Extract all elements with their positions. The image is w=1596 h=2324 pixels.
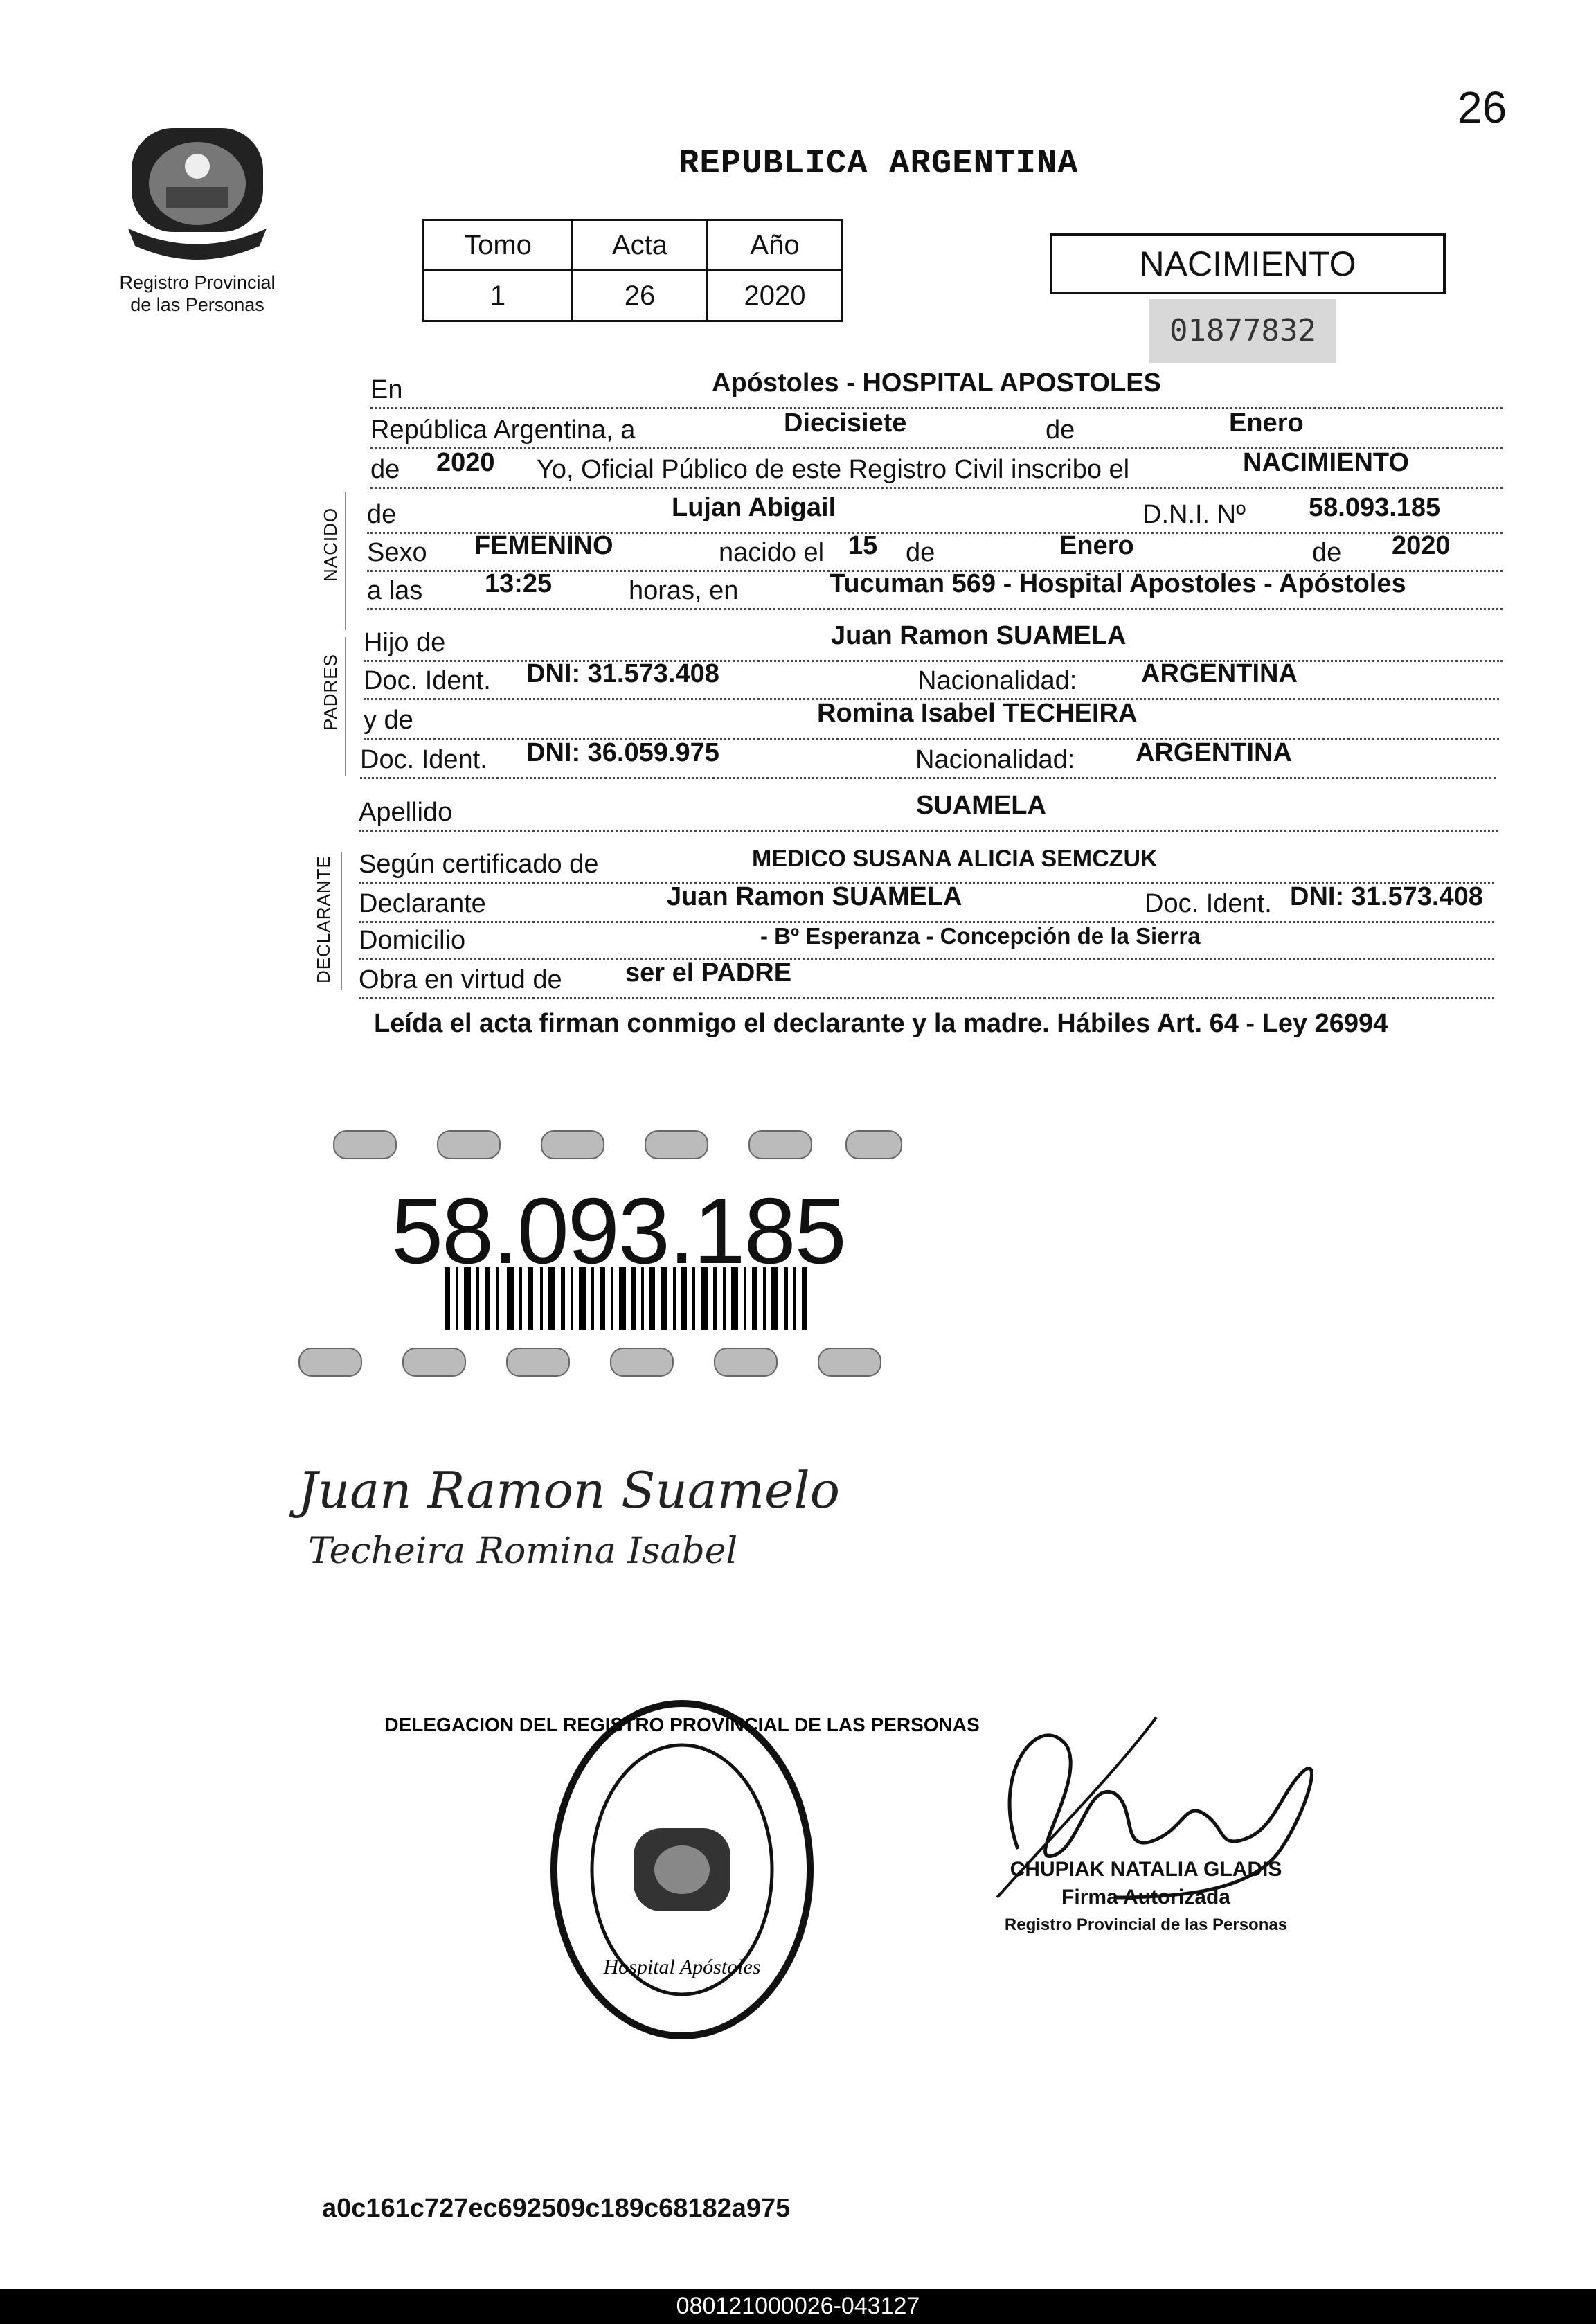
officer-text: Yo, Oficial Público de este Registro Civil inscribo el [537, 455, 1130, 484]
alas-label: a las [367, 576, 423, 605]
birth-year: 2020 [1392, 531, 1451, 560]
de3-label: de [906, 538, 935, 567]
line-mother-doc [360, 738, 1496, 779]
tomo-header: Tomo [424, 220, 573, 271]
registry-seal [384, 1697, 980, 2043]
decl-value: Juan Ramon SUAMELA [667, 882, 962, 911]
dom-value: - Bº Esperanza - Concepción de la Sierra [760, 923, 1201, 949]
line-apellido [359, 791, 1498, 832]
line-obra [359, 958, 1494, 999]
father-doc-label: Doc. Ident. [364, 666, 491, 695]
mother-value: Romina Isabel TECHEIRA [817, 699, 1138, 728]
mother-doc-label: Doc. Ident. [360, 745, 487, 774]
footer-code-bar: 080121000026-043127 [0, 2289, 1596, 2324]
registry-caption-line1: Registro Provincial [119, 272, 276, 293]
official-stamp [973, 1856, 1319, 1939]
yde-label: y de [364, 706, 413, 735]
mother-nat-label: Nacionalidad: [915, 745, 1075, 774]
father-nat-value: ARGENTINA [1141, 659, 1298, 688]
hijo-label: Hijo de [364, 628, 446, 657]
padres-divider [345, 637, 346, 776]
acta-header: Acta [573, 220, 708, 271]
father-value: Juan Ramon SUAMELA [831, 621, 1127, 650]
registry-caption-line2: de las Personas [130, 294, 264, 315]
time-value: 13:25 [485, 569, 553, 598]
republica-label: República Argentina, a [370, 415, 636, 445]
acta-value: 26 [573, 271, 708, 321]
apellido-value: SUAMELA [916, 791, 1046, 820]
en-label: En [370, 375, 403, 404]
line-certificado [359, 848, 1494, 884]
official-role: Firma Autorizada [1061, 1886, 1230, 1909]
official-name: CHUPIAK NATALIA GLADIS [1010, 1858, 1282, 1881]
father-doc-value: DNI: 31.573.408 [526, 659, 719, 688]
official-office: Registro Provincial de las Personas [1004, 1915, 1288, 1934]
line-name [367, 493, 1503, 534]
dni-value: 58.093.185 [1309, 493, 1441, 522]
closing-statement: Leída el acta firman conmigo el declarante y la madre. Hábiles Art. 64 - Ley 26994 [374, 1009, 1388, 1038]
obra-label: Obra en virtud de [359, 965, 562, 994]
place-value: Tucuman 569 - Hospital Apostoles - Apóstoles [830, 569, 1406, 598]
month-value: Enero [1229, 409, 1304, 438]
nacido-label: nacido el [719, 538, 825, 567]
document-hash: a0c161c727ec692509c189c68182a975 [322, 2194, 791, 2223]
decl-doc-label: Doc. Ident. [1145, 889, 1272, 918]
side-label-declarante: DECLARANTE [313, 855, 334, 983]
line-father-doc [364, 659, 1499, 700]
de4-label: de [1312, 538, 1342, 567]
seal-ring-text: DELEGACION DEL REGISTRO PROVINCIAL DE LAS PERSONAS [384, 1714, 980, 1735]
dom-label: Domicilio [359, 926, 466, 955]
mother-doc-value: DNI: 36.059.975 [526, 738, 719, 767]
seal-center-text: Hospital Apóstoles [603, 1956, 761, 1978]
line-mother [364, 699, 1499, 740]
country-title: REPUBLICA ARGENTINA [679, 144, 1079, 183]
name-value: Lujan Abigail [672, 493, 836, 522]
event-value: NACIMIENTO [1243, 448, 1409, 477]
en-value: Apóstoles - HOSPITAL APOSTOLES [712, 368, 1161, 397]
anio-header: Año [708, 220, 843, 271]
line-officer [370, 448, 1503, 489]
nacido-divider [345, 492, 346, 630]
de-label: de [1046, 415, 1075, 445]
line-hijo [364, 621, 1503, 662]
side-label-padres: PADRES [320, 654, 341, 731]
father-signature: Juan Ramon Suamelo [298, 1461, 840, 1519]
tomo-value: 1 [424, 271, 573, 321]
serial-number-stamp: 01877832 [1149, 299, 1336, 363]
line-en [370, 368, 1503, 409]
horas-label: horas, en [629, 576, 739, 605]
decl-label: Declarante [359, 889, 486, 918]
dni-label: D.N.I. Nº [1142, 500, 1246, 529]
decl-doc-value: DNI: 31.573.408 [1290, 882, 1483, 911]
father-nat-label: Nacionalidad: [917, 666, 1077, 695]
registry-caption [90, 271, 305, 316]
cert-label: Según certificado de [359, 850, 599, 879]
record-type-box: NACIMIENTO [1050, 233, 1446, 294]
apellido-label: Apellido [359, 798, 453, 827]
book-reference-table [422, 219, 843, 322]
line-fecha [370, 409, 1503, 449]
year-value: 2020 [436, 448, 495, 477]
line-domicilio [359, 924, 1494, 960]
sexo-label: Sexo [367, 538, 427, 567]
birth-month: Enero [1059, 531, 1134, 560]
mother-signature: Techeira Romina Isabel [308, 1530, 738, 1572]
birth-day: 15 [848, 531, 878, 560]
cert-value: MEDICO SUSANA ALICIA SEMCZUK [752, 846, 1158, 872]
page-number: 26 [1458, 82, 1507, 132]
line-hora [367, 569, 1503, 610]
declarante-divider [341, 852, 342, 990]
anio-value: 2020 [708, 271, 843, 321]
line-sexo [367, 531, 1503, 572]
obra-value: ser el PADRE [625, 958, 792, 987]
province-coat-of-arms-logo [118, 111, 277, 270]
side-label-nacido: NACIDO [320, 507, 341, 582]
day-value: Diecisiete [784, 409, 907, 438]
mother-nat-value: ARGENTINA [1136, 738, 1292, 767]
name-label: de [367, 500, 397, 529]
barcode-dni-number: 58.093.185 [391, 1179, 845, 1283]
sexo-value: FEMENINO [474, 531, 613, 560]
line-declarante [359, 882, 1494, 923]
de2-label: de [370, 455, 400, 484]
